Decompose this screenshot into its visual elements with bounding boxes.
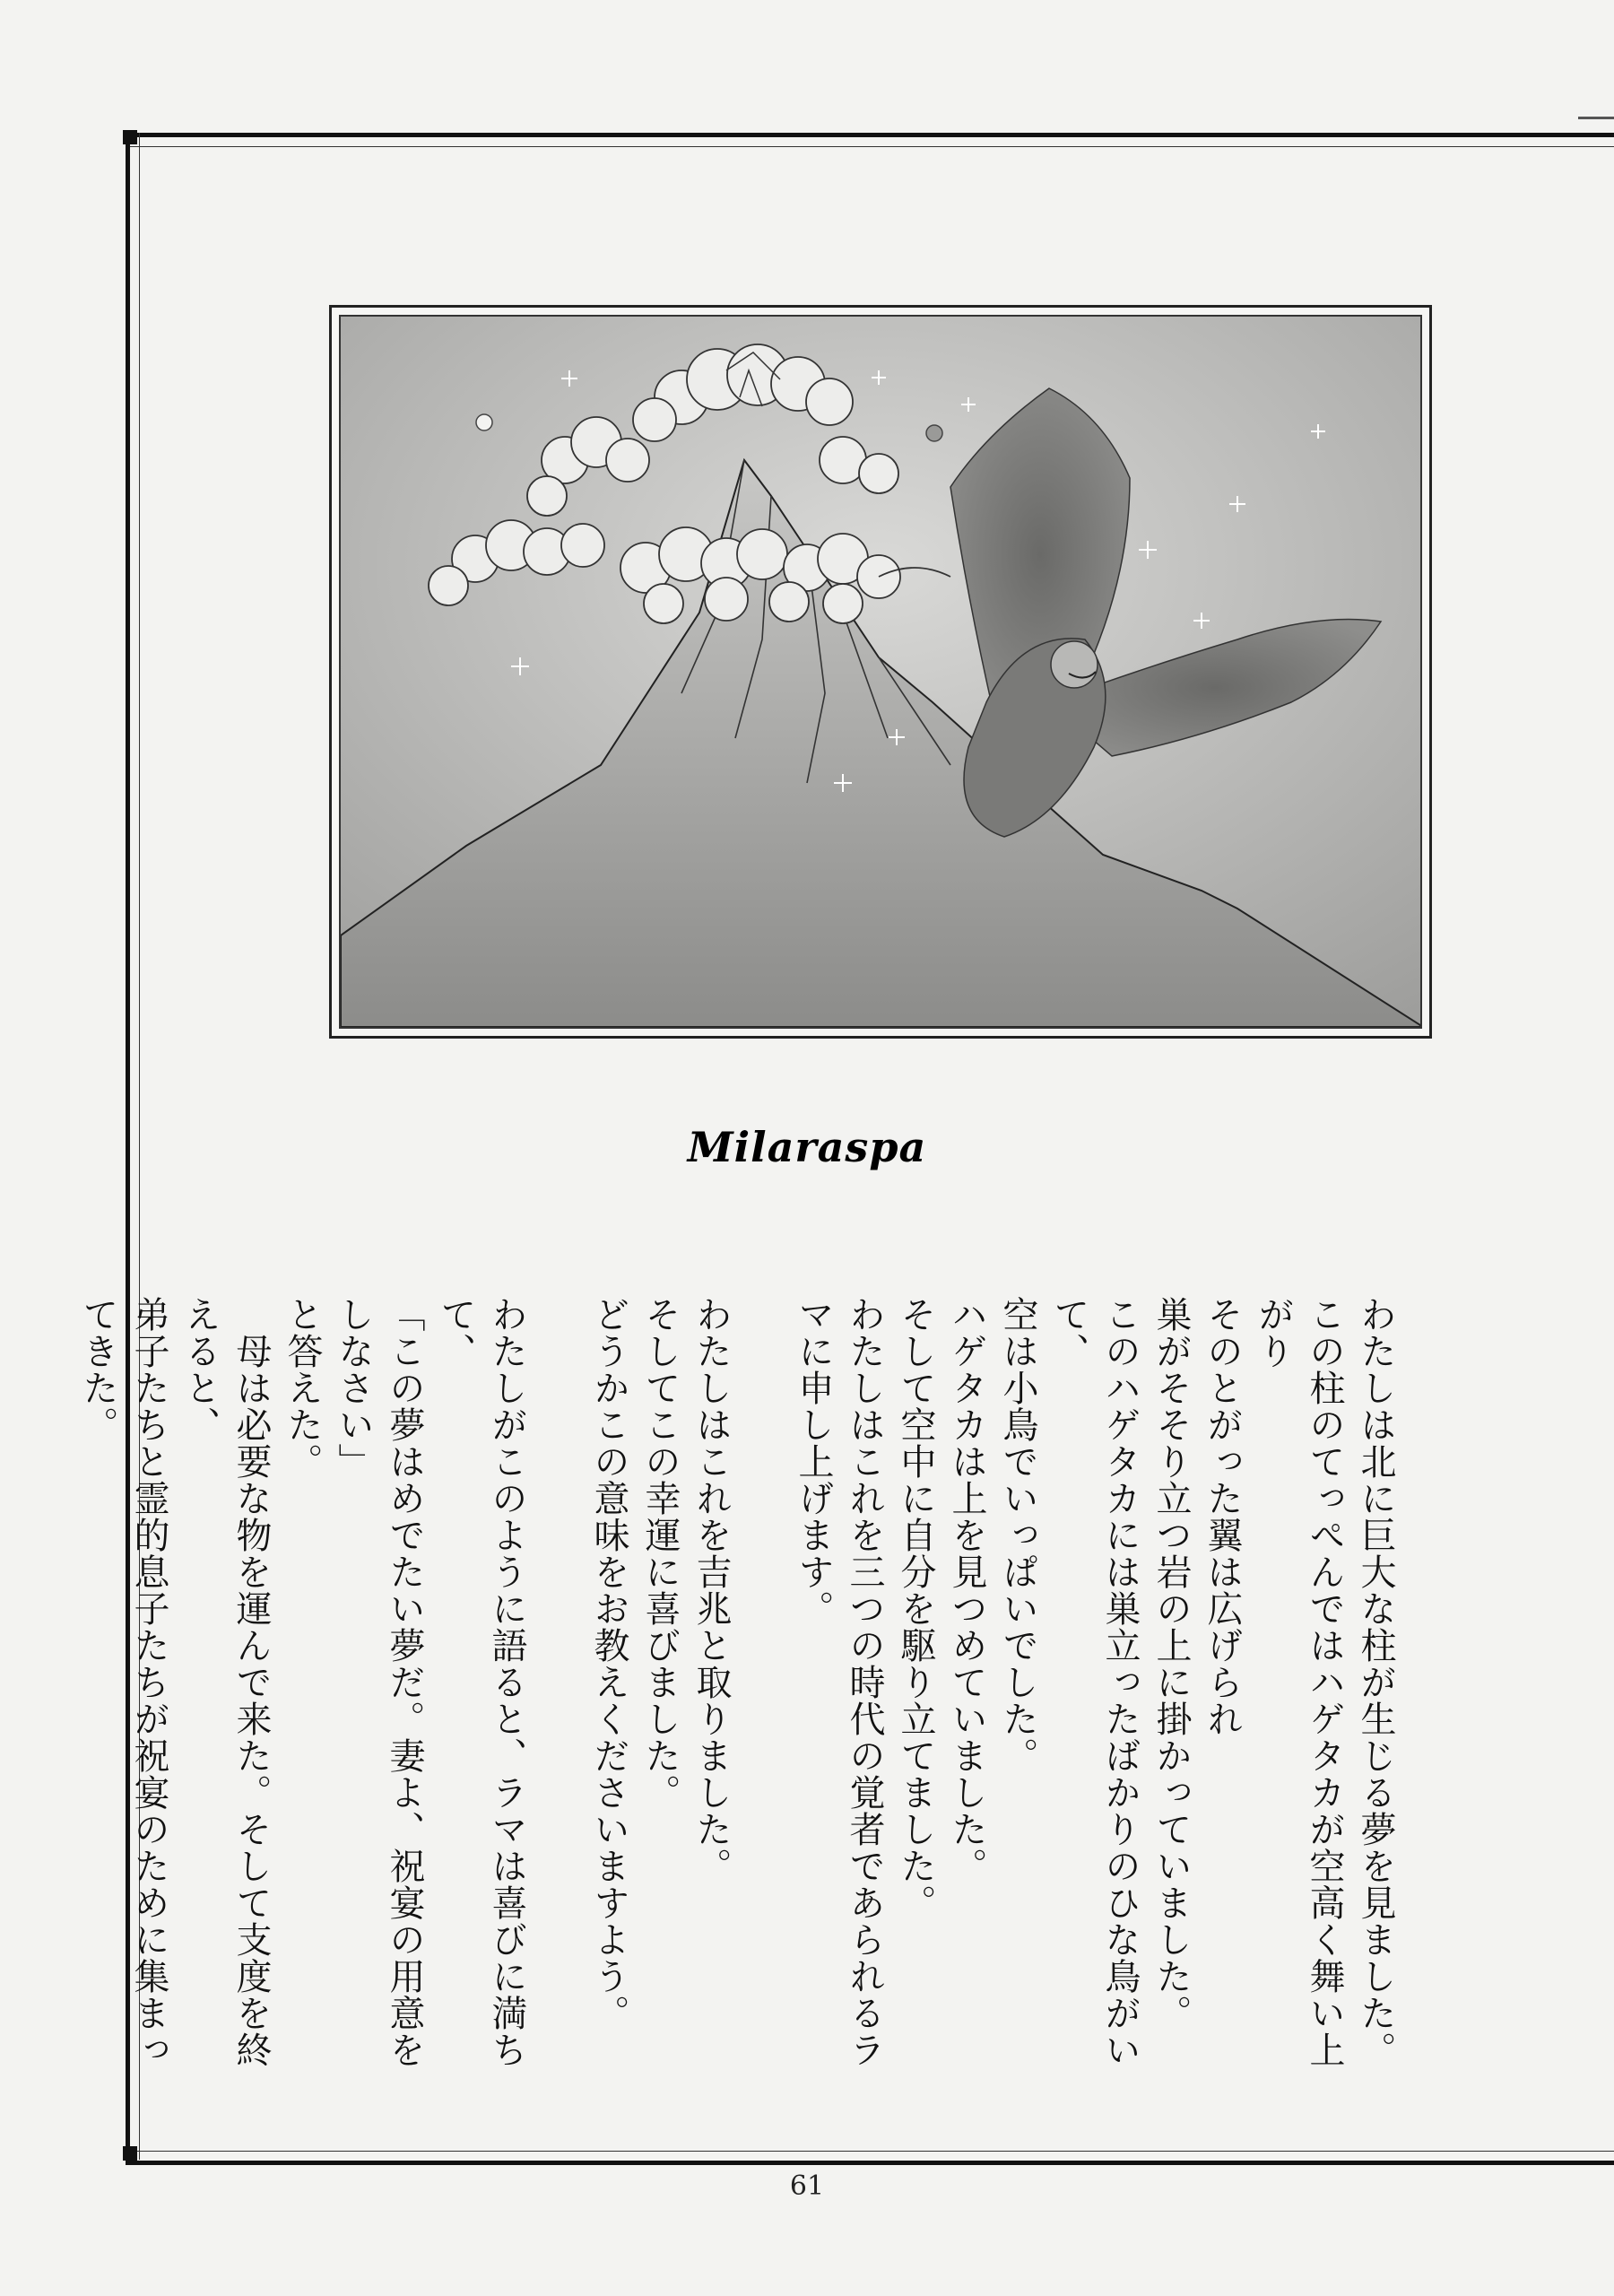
text-line: わたしはこれを三つの時代の覚者であられるラマに申し上げます。 (793, 1296, 885, 2068)
text-line: と答えた。 (282, 1296, 323, 1480)
text-line: どうかこの意味をお教えくださいますよう。 (588, 1296, 629, 2031)
stanza-break (532, 1296, 583, 2085)
text-line: 空は小鳥でいっぱいでした。 (997, 1296, 1038, 1774)
text-line: わたしは北に巨大な柱が生じる夢を見ました。 (1355, 1296, 1396, 2068)
illustration (339, 315, 1422, 1029)
text-line: わたしがこのように語ると、ラマは喜びに満ちて、 (435, 1296, 527, 2068)
text-line: そして空中に自分を駆り立てました。 (895, 1296, 936, 1921)
frame-corner-top (123, 130, 137, 144)
text-line: このハゲタカには巣立ったばかりのひな鳥がいて、 (1048, 1296, 1141, 2068)
text-line: 弟子たちと霊的息子たちが祝宴のために集まってきた。 (77, 1296, 169, 2068)
page-frame-top (126, 133, 1614, 147)
text-line: 母は必要な物を運んで来た。そして支度を終えると、 (179, 1296, 272, 2068)
text-line: この柱のてっぺんではハゲタカが空高く舞い上がり (1253, 1296, 1345, 2068)
poem-body (77, 1296, 1401, 2085)
text-line: 巣がそそり立つ岩の上に掛かっていました。 (1150, 1296, 1192, 2031)
text-line: 「この夢はめでたい夢だ。妻よ、祝宴の用意をしなさい」 (333, 1296, 425, 2068)
frame-corner-bottom (123, 2146, 137, 2161)
text-line: ハゲタカは上を見つめていました。 (946, 1296, 987, 1884)
stanza-break (736, 1296, 787, 2085)
text-line: そのとがった翼は広げられ (1202, 1296, 1243, 1737)
page-frame-bottom (126, 2151, 1614, 2165)
text-line: そしてこの幸運に喜びました。 (639, 1296, 681, 1811)
chapter-title: Milaraspa (687, 1123, 927, 1171)
page-edge-mark (1578, 117, 1614, 119)
page-number: 61 (789, 2170, 825, 2202)
text-line: わたしはこれを吉兆と取りました。 (690, 1296, 732, 1884)
